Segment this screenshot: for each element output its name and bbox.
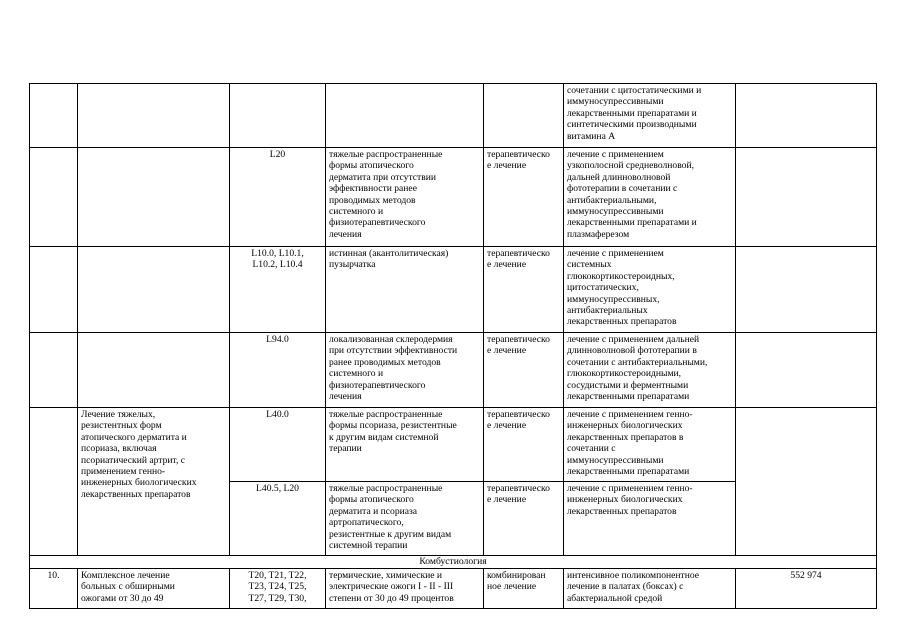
cell-cost: 552 974 <box>736 569 877 609</box>
cell-treatment-type <box>484 84 564 148</box>
cell-treatment-method: лечение с применением дальней длинноволновой фототерапии в сочетании с антибактериальными, глюкокортикостероидными, сосудистыми и ферментными лекарственными препаратами <box>564 333 736 408</box>
table-row <box>30 84 877 148</box>
cell-icd-codes: L20 <box>230 148 326 247</box>
cell-icd-codes <box>230 84 326 148</box>
cell-number <box>30 333 78 408</box>
cell-cost <box>736 148 877 247</box>
cell-cost <box>736 84 877 148</box>
cell-treatment-method: лечение с применением системных глюкокортикостероидных, цитостатических, иммуносупрессивных, антибактериальных лекарственных препаратов <box>564 247 736 333</box>
cell-icd-codes: L94.0 <box>230 333 326 408</box>
cell-number <box>30 148 78 247</box>
cell-patient-model: тяжелые распространенные формы атопического дерматита и псориаза артропатического, резистентные к другим видам системной терапии <box>326 482 484 556</box>
cell-cost <box>736 333 877 408</box>
cell-treatment-type: терапевтическо е лечение <box>484 247 564 333</box>
cell-care-type <box>78 148 230 247</box>
cell-treatment-method: лечение с применением генно- инженерных биологических лекарственных препаратов в сочетании с иммуносупрессивными лекарственными препаратами <box>564 408 736 482</box>
cell-patient-model: тяжелые распространенные формы атопического дерматита при отсутствии эффективности ранее проводимых методов системного и физиотерапевтического лечения <box>326 148 484 247</box>
section-row <box>30 556 877 569</box>
cell-cost <box>736 408 877 556</box>
cell-patient-model: истинная (акантолитическая) пузырчатка <box>326 247 484 333</box>
cell-treatment-method: сочетании с цитостатическими и иммуносупрессивными лекарственными препаратами и синтетическими производными витамина А <box>564 84 736 148</box>
cell-treatment-method: интенсивное поликомпонентное лечение в палатах (боксах) с абактериальной средой <box>564 569 736 609</box>
cell-icd-codes: T20, T21, T22, T23, T24, T25, T27, T29, T30, <box>230 569 326 609</box>
cell-care-type <box>78 247 230 333</box>
table-row <box>30 247 877 333</box>
cell-care-type: Лечение тяжелых, резистентных форм атопического дерматита и псориаза, включая псориатический артрит, с применением генно- инженерных биологических лекарственных препаратов <box>78 408 230 556</box>
cell-treatment-method: лечение с применением генно- инженерных биологических лекарственных препаратов <box>564 482 736 556</box>
cell-treatment-type: терапевтическо е лечение <box>484 333 564 408</box>
cell-icd-codes: L10.0, L10.1, L10.2, L10.4 <box>230 247 326 333</box>
cell-treatment-type: комбинирован ное лечение <box>484 569 564 609</box>
cell-number: 10. <box>30 569 78 609</box>
cell-care-type <box>78 333 230 408</box>
cell-icd-codes: L40.0 <box>230 408 326 482</box>
medical-care-table <box>29 83 877 609</box>
cell-patient-model: термические, химические и электрические ожоги I - II - III степени от 30 до 49 процентов <box>326 569 484 609</box>
cell-number <box>30 408 78 556</box>
cell-treatment-method: лечение с применением узкополосной средневолновой, дальней длинноволновой фототерапии в сочетании с антибактериальными, иммуносупрессивными лекарственными препаратами и плазмаферезом <box>564 148 736 247</box>
cell-number <box>30 84 78 148</box>
table-row <box>30 408 877 482</box>
cell-icd-codes: L40.5, L20 <box>230 482 326 556</box>
table-row <box>30 148 877 247</box>
cell-patient-model: тяжелые распространенные формы псориаза, резистентные к другим видам системной терапии <box>326 408 484 482</box>
cell-treatment-type: терапевтическо е лечение <box>484 148 564 247</box>
table-row <box>30 333 877 408</box>
cell-number <box>30 247 78 333</box>
cell-care-type: Комплексное лечение больных с обширными ожогами от 30 до 49 <box>78 569 230 609</box>
table-row <box>30 569 877 609</box>
cell-patient-model <box>326 84 484 148</box>
cell-cost <box>736 247 877 333</box>
section-title: Комбустиология <box>30 556 877 569</box>
cell-patient-model: локализованная склеродермия при отсутствии эффективности ранее проводимых методов системного и физиотерапевтического лечения <box>326 333 484 408</box>
cell-treatment-type: терапевтическо е лечение <box>484 408 564 482</box>
cell-care-type <box>78 84 230 148</box>
cell-treatment-type: терапевтическо е лечение <box>484 482 564 556</box>
